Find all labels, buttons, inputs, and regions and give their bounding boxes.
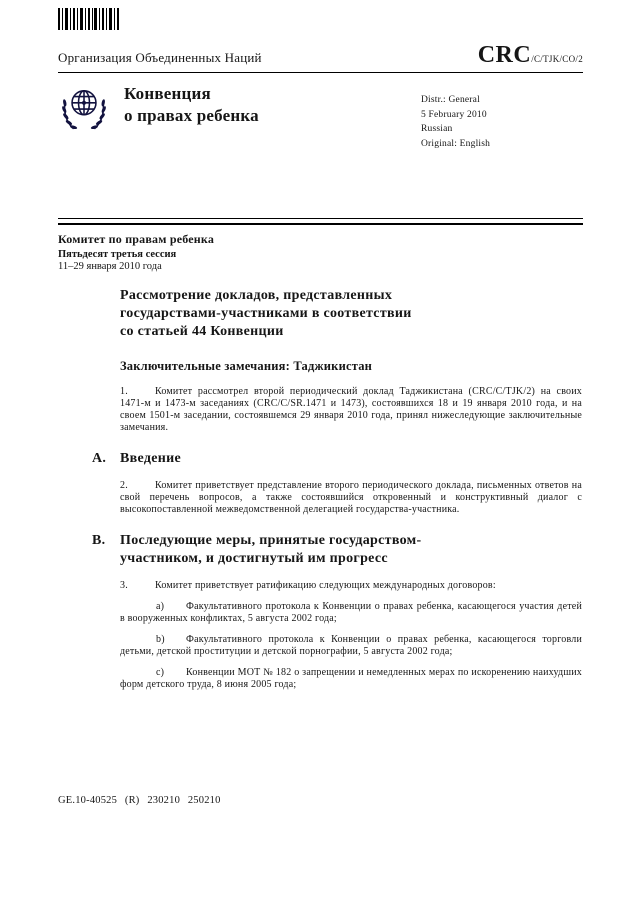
session-name: Пятьдесят третья сессия bbox=[58, 249, 177, 260]
document-symbol bbox=[478, 42, 583, 69]
paragraph-3-text: Комитет приветствует ратификацию следующих международных договоров: bbox=[155, 580, 496, 592]
list-item-b-label: b) bbox=[156, 634, 165, 646]
list-item-b-text: Факультативного протокола к Конвенции о правах ребенка, касающегося торговли детьми, детской проституции и детской порнографии, 5 августа 2002 года; bbox=[120, 634, 582, 658]
distr-type: Distr.: General bbox=[421, 95, 480, 105]
list-item-c bbox=[120, 667, 582, 691]
section-b-title-line-2: участником, и достигнутый им прогресс bbox=[120, 550, 388, 566]
footer-reference: GE.10-40525 (R) 230210 250210 bbox=[58, 795, 221, 806]
distr-date: 5 February 2010 bbox=[421, 109, 487, 120]
session-block bbox=[58, 232, 583, 272]
organization-name: Организация Объединенных Наций bbox=[58, 50, 262, 65]
distr-original: Original: English bbox=[421, 139, 491, 150]
title-block bbox=[58, 82, 583, 218]
un-emblem-icon bbox=[58, 82, 110, 134]
section-a-heading bbox=[92, 450, 583, 468]
distribution-block bbox=[421, 82, 583, 218]
barcode bbox=[58, 8, 120, 30]
masthead bbox=[58, 42, 583, 73]
un-emblem bbox=[58, 82, 110, 218]
section-b-title-line-1: Последующие меры, принятые государством- bbox=[120, 532, 422, 548]
main-heading-line-2: государствами-участниками в соответствии bbox=[120, 306, 412, 322]
paragraph-3 bbox=[120, 580, 582, 592]
distr-language: Russian bbox=[421, 124, 453, 135]
paragraph-2 bbox=[120, 480, 582, 516]
document-symbol-main: CRC bbox=[477, 42, 532, 68]
paragraph-1-number: 1. bbox=[120, 385, 128, 397]
divider-thin bbox=[58, 218, 583, 219]
publication-title bbox=[124, 82, 421, 218]
main-heading bbox=[120, 287, 583, 342]
list-item-b bbox=[120, 634, 582, 658]
main-heading-line-1: Рассмотрение докладов, представленных bbox=[120, 288, 393, 303]
publication-title-line-1: Конвенция bbox=[124, 84, 211, 103]
barcode-icon bbox=[58, 8, 120, 30]
subheading-concluding-observations: Заключительные замечания: Таджикистан bbox=[120, 358, 373, 373]
list-item-a-text: Факультативного протокола к Конвенции о правах ребенка, касающегося участия детей в вооруженных конфликтах, 5 августа 2002 года; bbox=[120, 601, 582, 625]
paragraph-2-number: 2. bbox=[120, 479, 128, 491]
section-b-heading bbox=[92, 532, 583, 568]
session-dates: 11–29 января 2010 года bbox=[58, 261, 162, 272]
list-item-a bbox=[120, 601, 582, 625]
list-item-a-label: a) bbox=[156, 601, 165, 613]
list-item-c-text: Конвенции МОТ № 182 о запрещении и немедленных мерах по искоренению наихудших форм детского труда, 8 июня 2005 года; bbox=[120, 667, 582, 691]
page-content bbox=[58, 0, 583, 691]
paragraph-1 bbox=[120, 386, 582, 434]
paragraph-1-text: Комитет рассмотрел второй периодический доклад Таджикистана (CRC/C/TJK/2) на своих 1471-м и 1473-м заседаниях (CRC/C/SR.1471 и 1473), состоявшихся 18 и 19 января 2010 года, и на своем 1501-м заседании, состоявшемся 29 января 2010 года, принял нижеследующие заключительные замечания. bbox=[120, 385, 582, 433]
main-heading-line-3: со статьей 44 Конвенции bbox=[120, 324, 284, 340]
publication-title-line-2: о правах ребенка bbox=[124, 106, 259, 126]
paragraph-2-text: Комитет приветствует представление второго периодического доклада, письменных ответов на свой перечень вопросов, а также состоявшийся откровенный и конструктивный диалог с высокопоставленной межведомственной делегацией государства-участника. bbox=[120, 479, 582, 515]
section-a-letter: A. bbox=[92, 450, 107, 466]
section-a-title: Введение bbox=[120, 450, 181, 466]
committee-name: Комитет по правам ребенка bbox=[58, 232, 215, 246]
section-b-letter: B. bbox=[92, 532, 106, 548]
paragraph-3-number: 3. bbox=[120, 580, 128, 592]
divider-thick bbox=[58, 223, 583, 225]
document-symbol-suffix: /C/TJK/CO/2 bbox=[531, 54, 583, 64]
list-item-c-label: c) bbox=[156, 667, 165, 679]
section-b-title bbox=[120, 532, 421, 568]
